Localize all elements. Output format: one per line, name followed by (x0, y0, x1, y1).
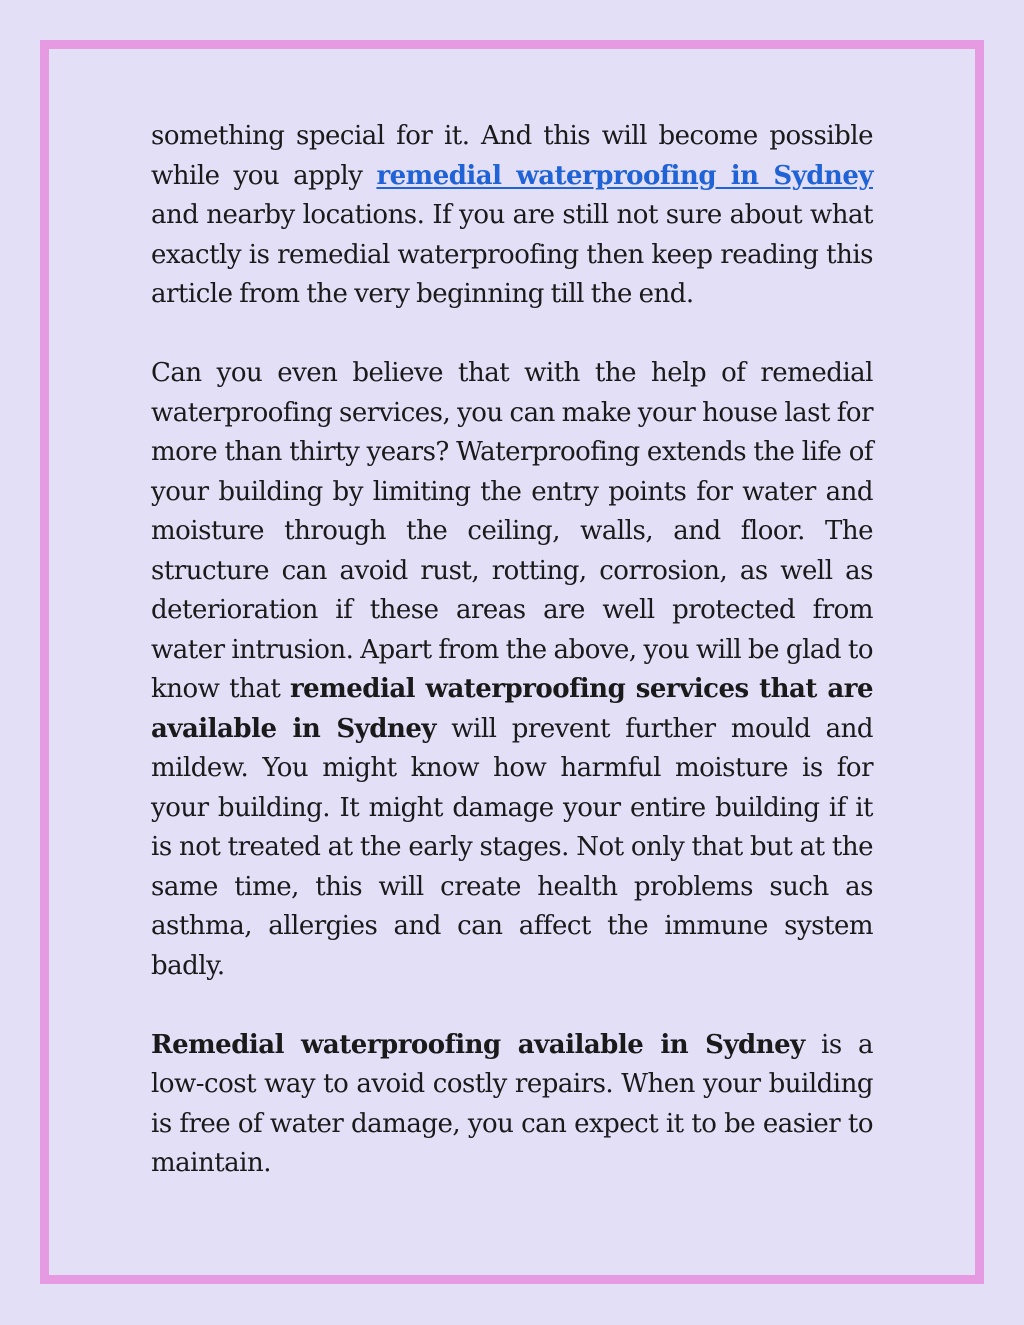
remedial-waterproofing-link[interactable]: remedial waterproofing in Sydney (376, 160, 873, 191)
paragraph-benefits-text-after: will prevent further mould and mildew. You might know how harmful moisture is for your building. It might damage your entire building if it is not treated at the early stages. Not only that but at the same time, this will create health problems such as asthma, allergies and can affect the immune system badly. (151, 713, 873, 981)
paragraph-cost (151, 1026, 873, 1184)
paragraph-benefits-bold-phrase: remedial waterproofing services that are available in Sydney (151, 674, 873, 744)
paragraph-benefits (151, 354, 873, 986)
paragraph-intro (151, 117, 873, 315)
paragraph-cost-text-after: is a low-cost way to avoid costly repairs. When your building is free of water damage, you can expect it to be easier to maintain. (151, 1029, 873, 1178)
article-body (151, 117, 873, 1223)
paragraph-benefits-text-before: Can you even believe that with the help of remedial waterproofing services, you can make your house last for more than thirty years? Waterproofing extends the life of your building by limiting the entry points for water and moisture through the ceiling, walls, and floor. The structure can avoid rust, rotting, corrosion, as well as deterioration if these areas are well protected from water intrusion. Apart from the above, you will be glad to know that (151, 358, 873, 704)
paragraph-intro-text-after: and nearby locations. If you are still not sure about what exactly is remedial waterproofing then keep reading this article from the very beginning till the end. (151, 200, 873, 309)
paragraph-intro-text-before: something special for it. And this will become possible while you apply (151, 121, 873, 191)
paragraph-cost-bold-phrase: Remedial waterproofing available in Sydney (151, 1029, 805, 1060)
